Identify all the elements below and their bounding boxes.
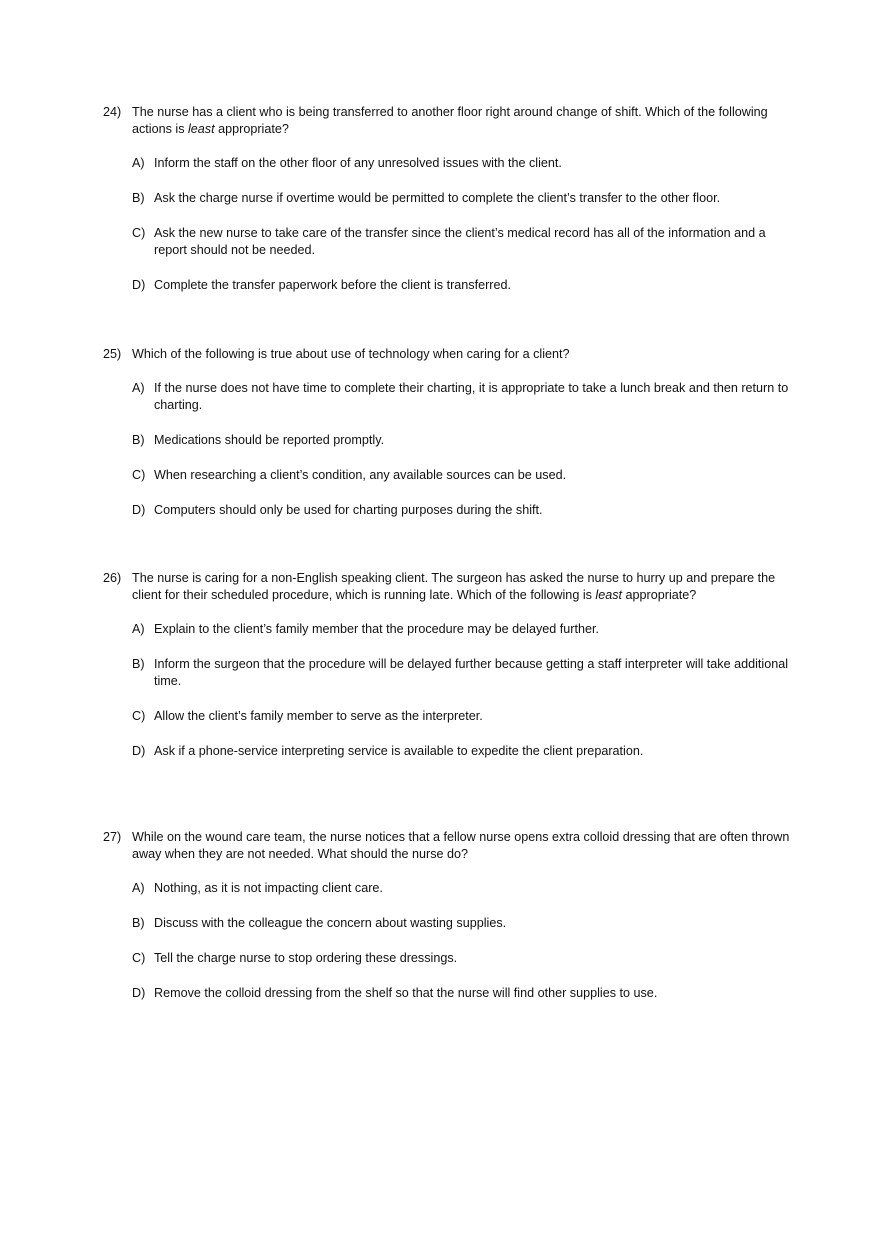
answer-choice-d [132,985,793,1002]
choice-text: Inform the staff on the other floor of any unresolved issues with the client. [154,156,562,170]
answer-choice-d [132,502,793,519]
answer-choice-c [132,950,793,967]
answer-choice-c [132,708,793,725]
answer-choices [103,880,793,1002]
answer-choices [103,621,793,760]
answer-choice-b [132,190,793,207]
answer-choice-b [132,656,793,690]
answer-choice-c [132,225,793,259]
stem-text: The nurse is caring for a non-English speaking client. The surgeon has asked the nurse to hurry up and prepare the client for their scheduled procedure, which is running late. Which of the following is [132,571,776,602]
question-number: 24) [103,105,122,119]
choice-letter: A) [132,156,145,170]
question-stem [103,829,793,863]
answer-choice-a [132,880,793,897]
answer-choice-b [132,915,793,932]
choice-text: Explain to the client’s family member that the procedure may be delayed further. [154,622,599,636]
choice-letter: D) [132,744,146,758]
choice-letter: D) [132,986,146,1000]
choice-letter: A) [132,622,145,636]
question-stem [103,570,793,604]
question-number: 26) [103,571,122,585]
choice-letter: A) [132,881,145,895]
question-25 [103,346,793,519]
answer-choice-b [132,432,793,449]
choice-text: Ask the charge nurse if overtime would be permitted to complete the client’s transfer to the other floor. [154,191,721,205]
choice-text: Discuss with the colleague the concern about wasting supplies. [154,916,507,930]
choice-text: Ask the new nurse to take care of the transfer since the client’s medical record has all of the information and a report should not be needed. [154,226,766,257]
question-stem [103,104,793,138]
choice-letter: A) [132,381,145,395]
answer-choice-c [132,467,793,484]
choice-letter: C) [132,226,146,240]
answer-choice-d [132,277,793,294]
question-27 [103,829,793,1002]
choice-letter: B) [132,433,145,447]
question-number: 27) [103,830,122,844]
choice-text: Tell the charge nurse to stop ordering these dressings. [154,951,458,965]
choice-letter: D) [132,503,146,517]
choice-text: Nothing, as it is not impacting client care. [154,881,383,895]
answer-choice-a [132,380,793,414]
answer-choice-a [132,621,793,638]
choice-text: Ask if a phone-service interpreting service is available to expedite the client preparation. [154,744,644,758]
choice-text: Computers should only be used for charting purposes during the shift. [154,503,543,517]
stem-emphasis: least [595,588,623,602]
answer-choice-d [132,743,793,760]
answer-choice-a [132,155,793,172]
choice-text: Remove the colloid dressing from the shelf so that the nurse will find other supplies to use. [154,986,658,1000]
choice-letter: C) [132,468,146,482]
choice-letter: B) [132,916,145,930]
question-number: 25) [103,347,122,361]
choice-text: When researching a client’s condition, any available sources can be used. [154,468,567,482]
choice-text: If the nurse does not have time to complete their charting, it is appropriate to take a lunch break and then return to charting. [154,381,789,412]
answer-choices [103,155,793,294]
stem-emphasis: least [188,122,215,136]
choice-letter: C) [132,709,146,723]
question-stem [103,346,793,363]
choice-text: Inform the surgeon that the procedure will be delayed further because getting a staff interpreter will take additional time. [154,657,789,688]
stem-text: Which of the following is true about use of technology when caring for a client? [132,347,570,361]
choice-letter: D) [132,278,146,292]
answer-choices [103,380,793,519]
choice-text: Complete the transfer paperwork before the client is transferred. [154,278,511,292]
choice-text: Allow the client’s family member to serve as the interpreter. [154,709,483,723]
choice-letter: C) [132,951,146,965]
question-24 [103,104,793,294]
stem-text-end: appropriate? [622,588,697,602]
choice-letter: B) [132,191,145,205]
choice-text: Medications should be reported promptly. [154,433,385,447]
stem-text: While on the wound care team, the nurse notices that a fellow nurse opens extra colloid dressing that are often thrown away when they are not needed. What should the nurse do? [132,830,790,861]
stem-text: The nurse has a client who is being transferred to another floor right around change of shift. Which of the following actions is [132,105,768,136]
stem-text-end: appropriate? [214,122,289,136]
choice-letter: B) [132,657,145,671]
question-26 [103,570,793,760]
